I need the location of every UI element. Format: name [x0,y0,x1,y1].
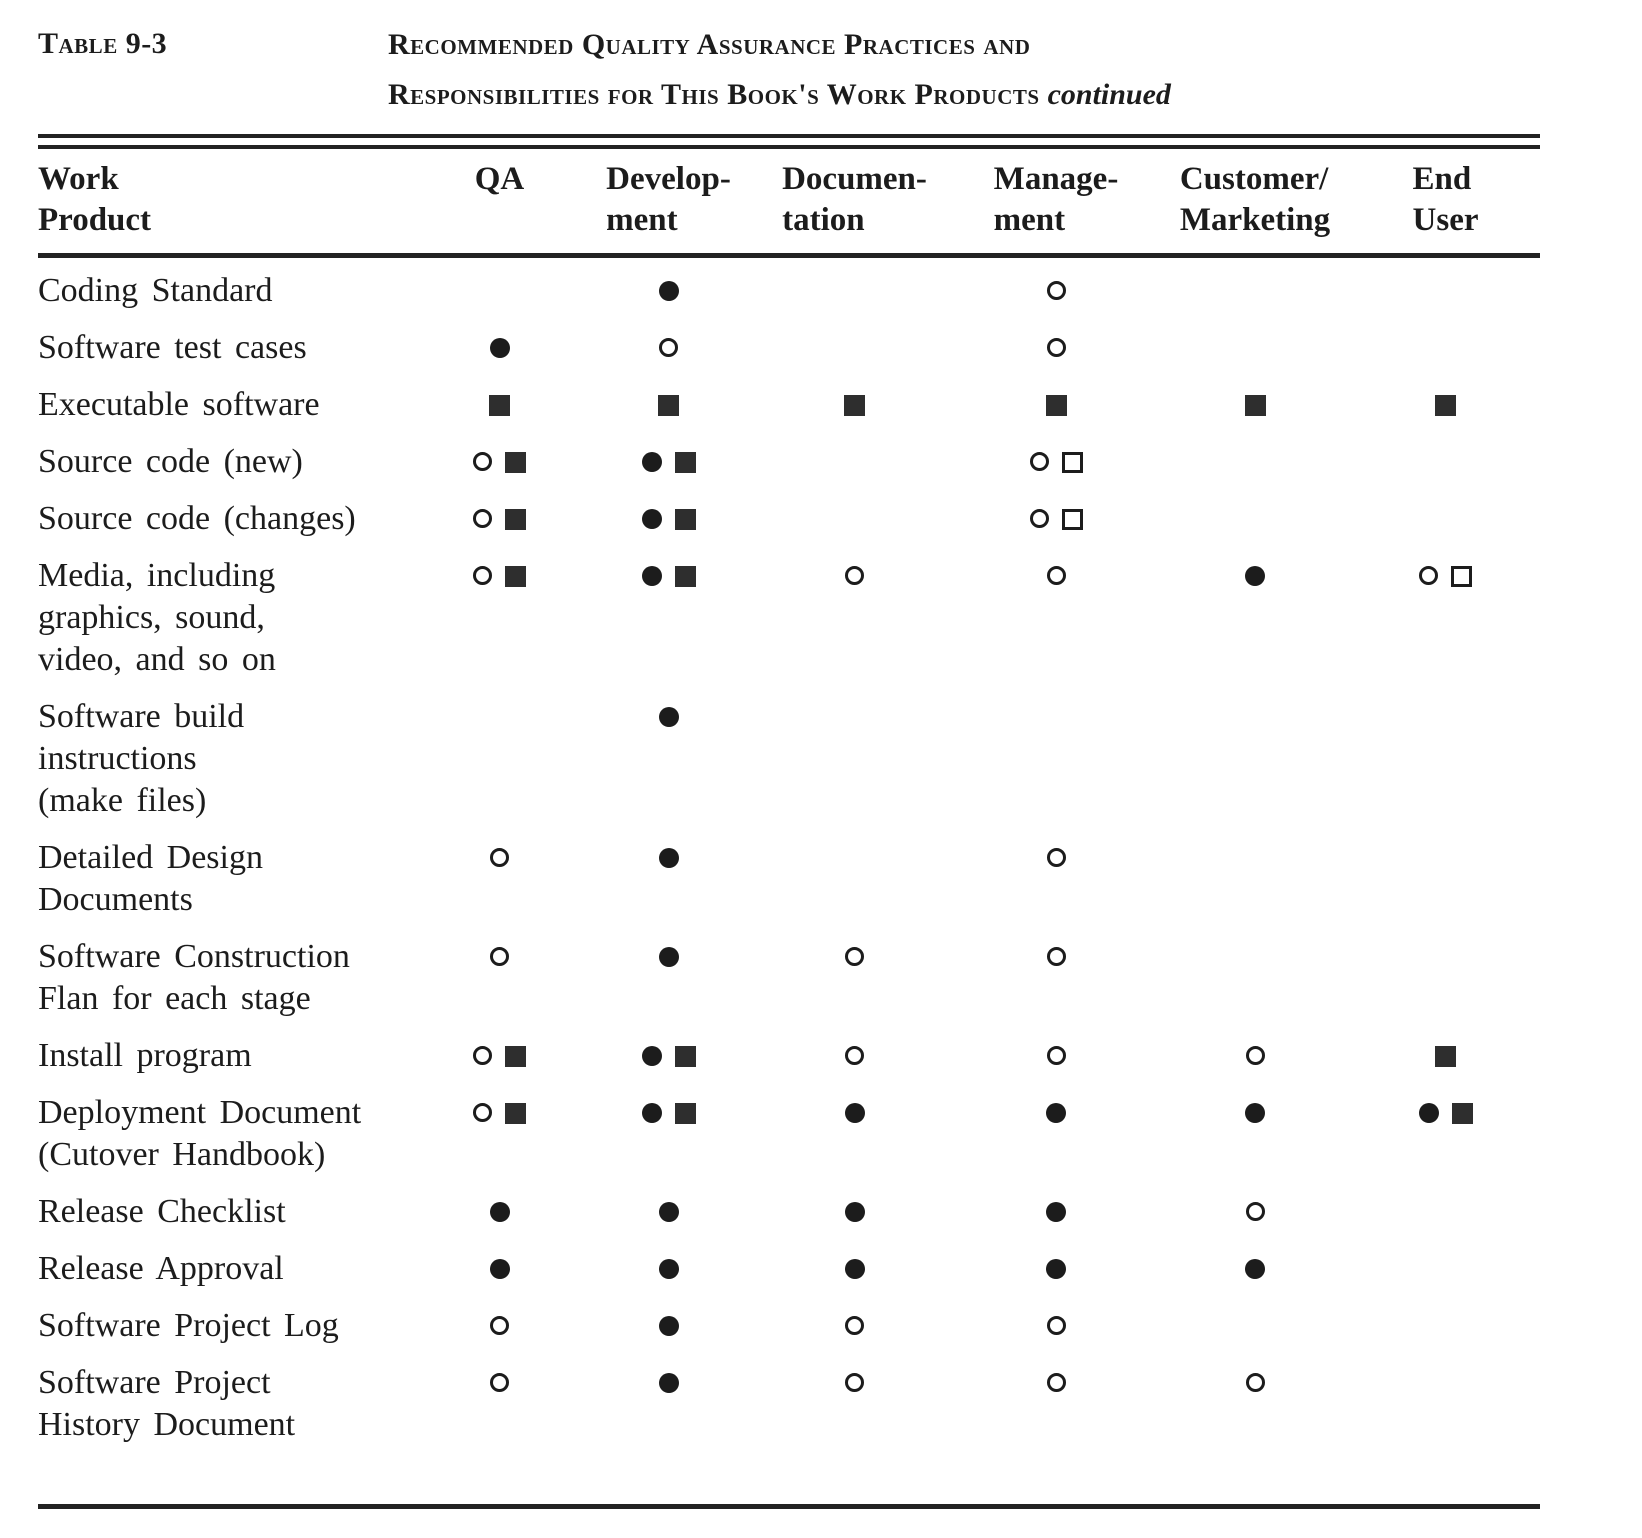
cell-qa [418,327,581,369]
cell-management [953,1362,1159,1446]
cell-documentation [756,1248,953,1290]
filled-circle-icon [1046,1202,1066,1222]
filled-square-icon [1435,1046,1456,1067]
filled-circle-icon [659,281,679,301]
cell-customer-marketing [1159,1362,1351,1446]
row-label: Executable software [38,386,320,423]
filled-circle-icon [490,1202,510,1222]
cell-management [953,696,1159,822]
row-label: Software Construction Flan for each stage [38,938,350,1017]
open-circle-icon [490,1373,509,1392]
filled-circle-icon [659,848,679,868]
open-circle-icon [473,566,492,585]
filled-circle-icon [642,452,662,472]
cell-end-user [1351,1092,1540,1176]
cell-management [953,1305,1159,1347]
continued-marker: continued [1047,78,1171,111]
cell-development [581,384,756,426]
cell-qa [418,441,581,483]
cell-customer-marketing [1159,1035,1351,1077]
cell-development [581,1035,756,1077]
cell-documentation [756,1305,953,1347]
filled-square-icon [505,1103,526,1124]
row-label: Detailed Design Documents [38,839,263,918]
cell-development [581,1248,756,1290]
open-circle-icon [1246,1373,1265,1392]
filled-circle-icon [642,566,662,586]
table-row [38,1191,1540,1233]
table-title-block [38,20,1540,120]
filled-circle-icon [845,1103,865,1123]
table-row [38,384,1540,426]
cell-development [581,1191,756,1233]
cell-management [953,327,1159,369]
row-label: Install program [38,1037,252,1074]
open-circle-icon [1047,338,1066,357]
cell-documentation [756,384,953,426]
bottom-rule [38,1504,1540,1509]
filled-square-icon [675,566,696,587]
cell-management [953,1248,1159,1290]
table-row [38,837,1540,921]
open-circle-icon [473,1046,492,1065]
table-body [38,258,1540,1446]
open-circle-icon [1419,566,1438,585]
filled-circle-icon [1245,1259,1265,1279]
cell-documentation [756,1191,953,1233]
filled-square-icon [675,509,696,530]
cell-documentation [756,1092,953,1176]
cell-management [953,936,1159,1020]
cell-development [581,441,756,483]
open-circle-icon [659,338,678,357]
open-square-icon [1451,566,1472,587]
filled-circle-icon [490,1259,510,1279]
filled-circle-icon [845,1202,865,1222]
column-header-development: Develop- ment [606,161,731,238]
cell-documentation [756,498,953,540]
filled-square-icon [675,452,696,473]
table-row [38,1305,1540,1347]
column-header-end-user: End User [1412,161,1479,238]
table-row [38,936,1540,1020]
cell-management [953,270,1159,312]
cell-customer-marketing [1159,555,1351,681]
cell-development [581,1092,756,1176]
filled-square-icon [505,509,526,530]
open-circle-icon [845,1046,864,1065]
cell-customer-marketing [1159,441,1351,483]
column-header-documentation: Documen- tation [782,161,927,238]
table-row [38,441,1540,483]
cell-development [581,498,756,540]
filled-square-icon [1452,1103,1473,1124]
row-label: Coding Standard [38,272,273,309]
cell-development [581,1362,756,1446]
open-square-icon [1062,509,1083,530]
filled-circle-icon [659,1259,679,1279]
cell-end-user [1351,327,1540,369]
table-number-label: Table 9-3 [38,27,168,60]
open-square-icon [1062,452,1083,473]
top-double-rule [38,134,1540,149]
cell-development [581,696,756,822]
filled-square-icon [1435,395,1456,416]
cell-customer-marketing [1159,327,1351,369]
cell-customer-marketing [1159,1191,1351,1233]
filled-circle-icon [642,1103,662,1123]
cell-qa [418,384,581,426]
open-circle-icon [1246,1202,1265,1221]
page-content [38,0,1540,1509]
table-row [38,327,1540,369]
filled-square-icon [505,1046,526,1067]
filled-circle-icon [1245,566,1265,586]
filled-circle-icon [1046,1259,1066,1279]
open-circle-icon [845,1373,864,1392]
column-header-work-product: Work Product [38,161,152,238]
cell-qa [418,1092,581,1176]
cell-documentation [756,555,953,681]
cell-management [953,498,1159,540]
open-circle-icon [490,848,509,867]
cell-qa [418,936,581,1020]
open-circle-icon [845,1316,864,1335]
cell-end-user [1351,1305,1540,1347]
cell-end-user [1351,696,1540,822]
cell-management [953,441,1159,483]
cell-qa [418,270,581,312]
open-circle-icon [1047,1373,1066,1392]
open-circle-icon [473,1103,492,1122]
column-header-customer-marketing: Customer/ Marketing [1179,161,1331,238]
filled-circle-icon [1046,1103,1066,1123]
filled-square-icon [505,452,526,473]
open-circle-icon [1047,566,1066,585]
row-label: Software test cases [38,329,307,366]
filled-circle-icon [659,1316,679,1336]
cell-qa [418,1305,581,1347]
cell-documentation [756,1362,953,1446]
open-circle-icon [1047,947,1066,966]
cell-customer-marketing [1159,1092,1351,1176]
cell-end-user [1351,270,1540,312]
column-header-management: Manage- ment [993,161,1119,238]
cell-customer-marketing [1159,696,1351,822]
cell-management [953,1035,1159,1077]
cell-end-user [1351,837,1540,921]
row-label: Media, including graphics, sound, video, and so on [38,557,276,678]
filled-square-icon [1245,395,1266,416]
cell-end-user [1351,1035,1540,1077]
cell-qa [418,1191,581,1233]
filled-circle-icon [659,1373,679,1393]
cell-management [953,384,1159,426]
cell-management [953,555,1159,681]
cell-qa [418,837,581,921]
table-row [38,555,1540,681]
cell-documentation [756,696,953,822]
open-circle-icon [845,947,864,966]
open-circle-icon [1047,848,1066,867]
cell-customer-marketing [1159,384,1351,426]
open-circle-icon [1246,1046,1265,1065]
open-circle-icon [490,947,509,966]
table-caption [388,20,1171,120]
open-circle-icon [1030,509,1049,528]
cell-documentation [756,837,953,921]
cell-qa [418,1248,581,1290]
cell-end-user [1351,1191,1540,1233]
open-circle-icon [1047,1316,1066,1335]
open-circle-icon [473,509,492,528]
filled-circle-icon [659,1202,679,1222]
filled-circle-icon [490,338,510,358]
column-header-qa: QA [474,161,525,197]
cell-qa [418,555,581,681]
filled-square-icon [1046,395,1067,416]
cell-documentation [756,1035,953,1077]
cell-qa [418,498,581,540]
cell-management [953,837,1159,921]
table-row [38,498,1540,540]
open-circle-icon [490,1316,509,1335]
filled-circle-icon [845,1259,865,1279]
cell-management [953,1092,1159,1176]
table-row [38,1035,1540,1077]
cell-development [581,1305,756,1347]
cell-end-user [1351,498,1540,540]
table-row [38,1092,1540,1176]
filled-square-icon [505,566,526,587]
open-circle-icon [473,452,492,471]
row-label: Source code (new) [38,443,303,480]
cell-customer-marketing [1159,1248,1351,1290]
filled-square-icon [675,1103,696,1124]
cell-development [581,327,756,369]
cell-qa [418,1035,581,1077]
cell-development [581,936,756,1020]
cell-qa [418,1362,581,1446]
table-row [38,696,1540,822]
table-row [38,1248,1540,1290]
row-label: Source code (changes) [38,500,356,537]
cell-documentation [756,270,953,312]
cell-customer-marketing [1159,936,1351,1020]
open-circle-icon [1047,1046,1066,1065]
filled-circle-icon [659,947,679,967]
cell-end-user [1351,384,1540,426]
filled-square-icon [675,1046,696,1067]
cell-customer-marketing [1159,498,1351,540]
cell-customer-marketing [1159,1305,1351,1347]
filled-circle-icon [659,707,679,727]
row-label: Software build instructions (make files) [38,698,245,819]
cell-development [581,270,756,312]
row-label: Deployment Document (Cutover Handbook) [38,1094,362,1173]
row-label: Software Project History Document [38,1364,296,1443]
row-label: Software Project Log [38,1307,339,1344]
filled-square-icon [658,395,679,416]
cell-customer-marketing [1159,270,1351,312]
filled-circle-icon [1245,1103,1265,1123]
table-header-row [38,149,1540,253]
cell-development [581,837,756,921]
cell-end-user [1351,936,1540,1020]
cell-qa [418,696,581,822]
cell-end-user [1351,441,1540,483]
table-row [38,270,1540,312]
cell-documentation [756,936,953,1020]
open-circle-icon [1030,452,1049,471]
filled-square-icon [489,395,510,416]
row-label: Release Checklist [38,1193,286,1230]
cell-documentation [756,327,953,369]
open-circle-icon [1047,281,1066,300]
filled-square-icon [844,395,865,416]
table-row [38,1362,1540,1446]
cell-documentation [756,441,953,483]
cell-management [953,1191,1159,1233]
cell-end-user [1351,1248,1540,1290]
open-circle-icon [845,566,864,585]
table-caption-line1: Recommended Quality Assurance Practices and [388,28,1031,61]
table-caption-line2: Responsibilities for This Book's Work Products continued [388,78,1171,111]
row-label: Release Approval [38,1250,284,1287]
filled-circle-icon [642,509,662,529]
cell-end-user [1351,555,1540,681]
filled-circle-icon [1419,1103,1439,1123]
cell-development [581,555,756,681]
cell-customer-marketing [1159,837,1351,921]
cell-end-user [1351,1362,1540,1446]
filled-circle-icon [642,1046,662,1066]
